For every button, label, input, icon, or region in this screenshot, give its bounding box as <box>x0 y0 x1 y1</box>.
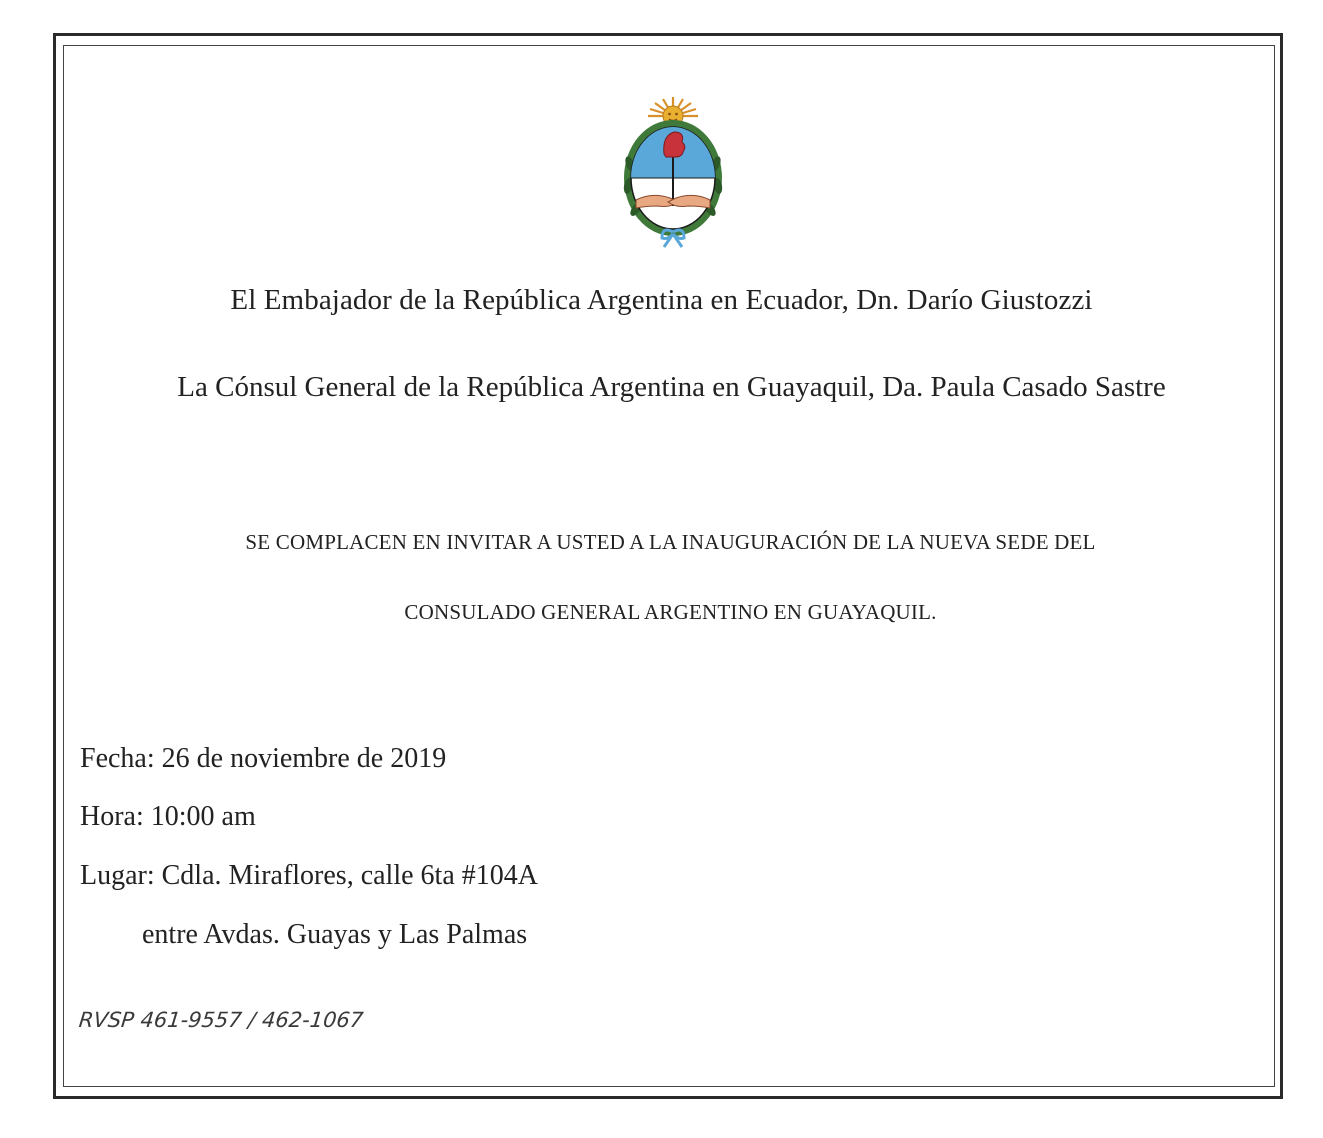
rsvp-note: RVSP 461-9557 / 462-1067 <box>77 1008 365 1032</box>
invitation-line-2: CONSULADO GENERAL ARGENTINO EN GUAYAQUIL. <box>404 600 937 624</box>
event-time: Hora: 10:00 am <box>80 801 256 832</box>
event-location: Lugar: Cdla. Miraflores, calle 6ta #104A <box>80 860 538 891</box>
coat-of-arms-icon <box>618 94 728 250</box>
ambassador-line: El Embajador de la República Argentina en Ecuador, Dn. Darío Giustozzi <box>230 284 1093 316</box>
invitation-line-1: SE COMPLACEN EN INVITAR A USTED A LA INAUGURACIÓN DE LA NUEVA SEDE DEL <box>245 530 1096 554</box>
event-date: Fecha: 26 de noviembre de 2019 <box>80 743 447 774</box>
event-location-continued: entre Avdas. Guayas y Las Palmas <box>142 919 528 950</box>
consul-line: La Cónsul General de la República Argentina en Guayaquil, Da. Paula Casado Sastre <box>177 371 1166 403</box>
